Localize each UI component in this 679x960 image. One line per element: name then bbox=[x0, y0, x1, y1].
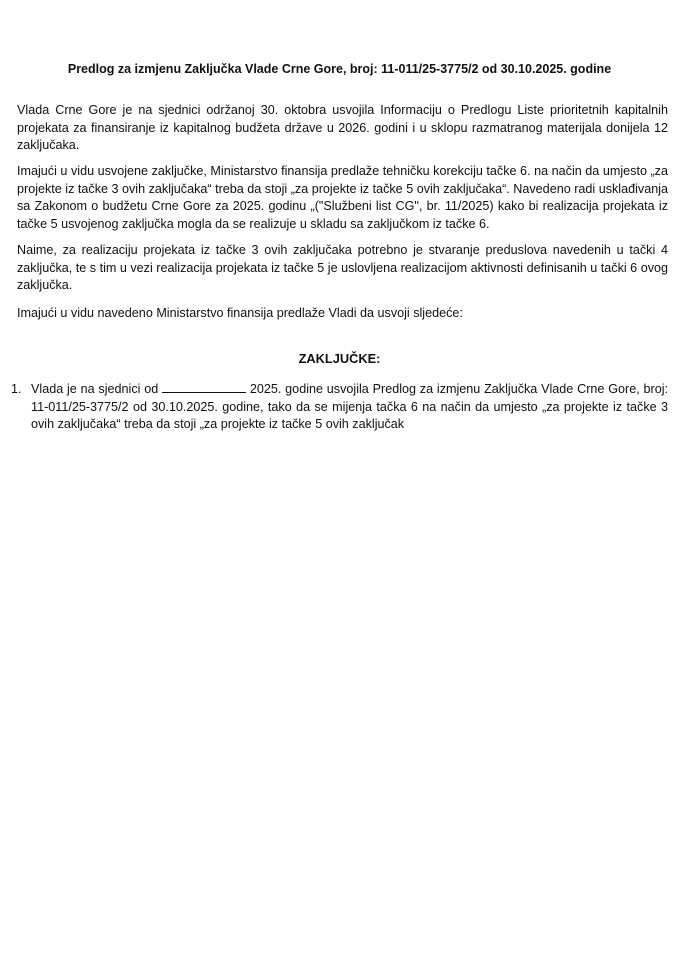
paragraph-technical-correction: Imajući u vidu usvojene zaključke, Ministarstvo finansija predlaže tehničku korekciju tačke 6. na način da umjesto „za projekte iz tačke 3 ovih zaključaka“ treba da stoji „za projekte iz tačke 5 ovih zaključaka“. Navedeno radi usklađivanja sa Zakonom o budžetu Crne Gore za 2025. godinu „("Službeni list CG", br. 11/2025) kako bi realizacija projekata iz tačke 5 usvojenog zaključka mogla da se realizuje u skladu sa zaključkom iz tačke 6. bbox=[17, 164, 669, 231]
conclusion-item bbox=[11, 381, 668, 434]
conclusions-list bbox=[11, 381, 668, 434]
paragraph-government-session: Vlada Crne Gore je na sjednici održanoj 30. oktobra usvojila Informaciju o Predlogu Liste prioritetnih kapitalnih projekata za finansiranje iz kapitalnog budžeta države u 2026. godini i u sklopu razmatranog materijala donijela 12 zaključaka. bbox=[17, 103, 668, 152]
conclusion-text-start: Vlada je na sjednici od bbox=[31, 382, 159, 396]
paragraph-preconditions: Naime, za realizaciju projekata iz tačke 3 ovih zaključaka potrebno je stvaranje preduslova navedenih u tački 4 zaključka, te s tim u vezi realizacija projekata iz tačke 5 je uslovljena realizacijom aktivnosti definisanih u tački 6 ovog zaključka. bbox=[17, 243, 668, 292]
paragraph-proposal-intro: Imajući u vidu navedeno Ministarstvo finansija predlaže Vladi da usvoji sljedeće: bbox=[17, 306, 463, 320]
conclusion-text-rest: 2025. godine usvojila Predlog za izmjenu Zaključka Vlade Crne Gore, broj: 11-011/25-3775/2 od 30.10.2025. godine, tako da se mijenja tačka 6 na način da umjesto „za projekte iz tačke 3 ovih zaključaka“ treba da stoji „za projekte iz tačke 5 ovih zaključak bbox=[31, 382, 669, 431]
conclusion-number: 1. bbox=[11, 382, 22, 396]
conclusions-heading: ZAKLJUČKE: bbox=[298, 351, 381, 366]
date-blank-line bbox=[162, 381, 246, 393]
document-title: Predlog za izmjenu Zaključka Vlade Crne Gore, broj: 11-011/25-3775/2 od 30.10.2025. godine bbox=[67, 62, 612, 76]
